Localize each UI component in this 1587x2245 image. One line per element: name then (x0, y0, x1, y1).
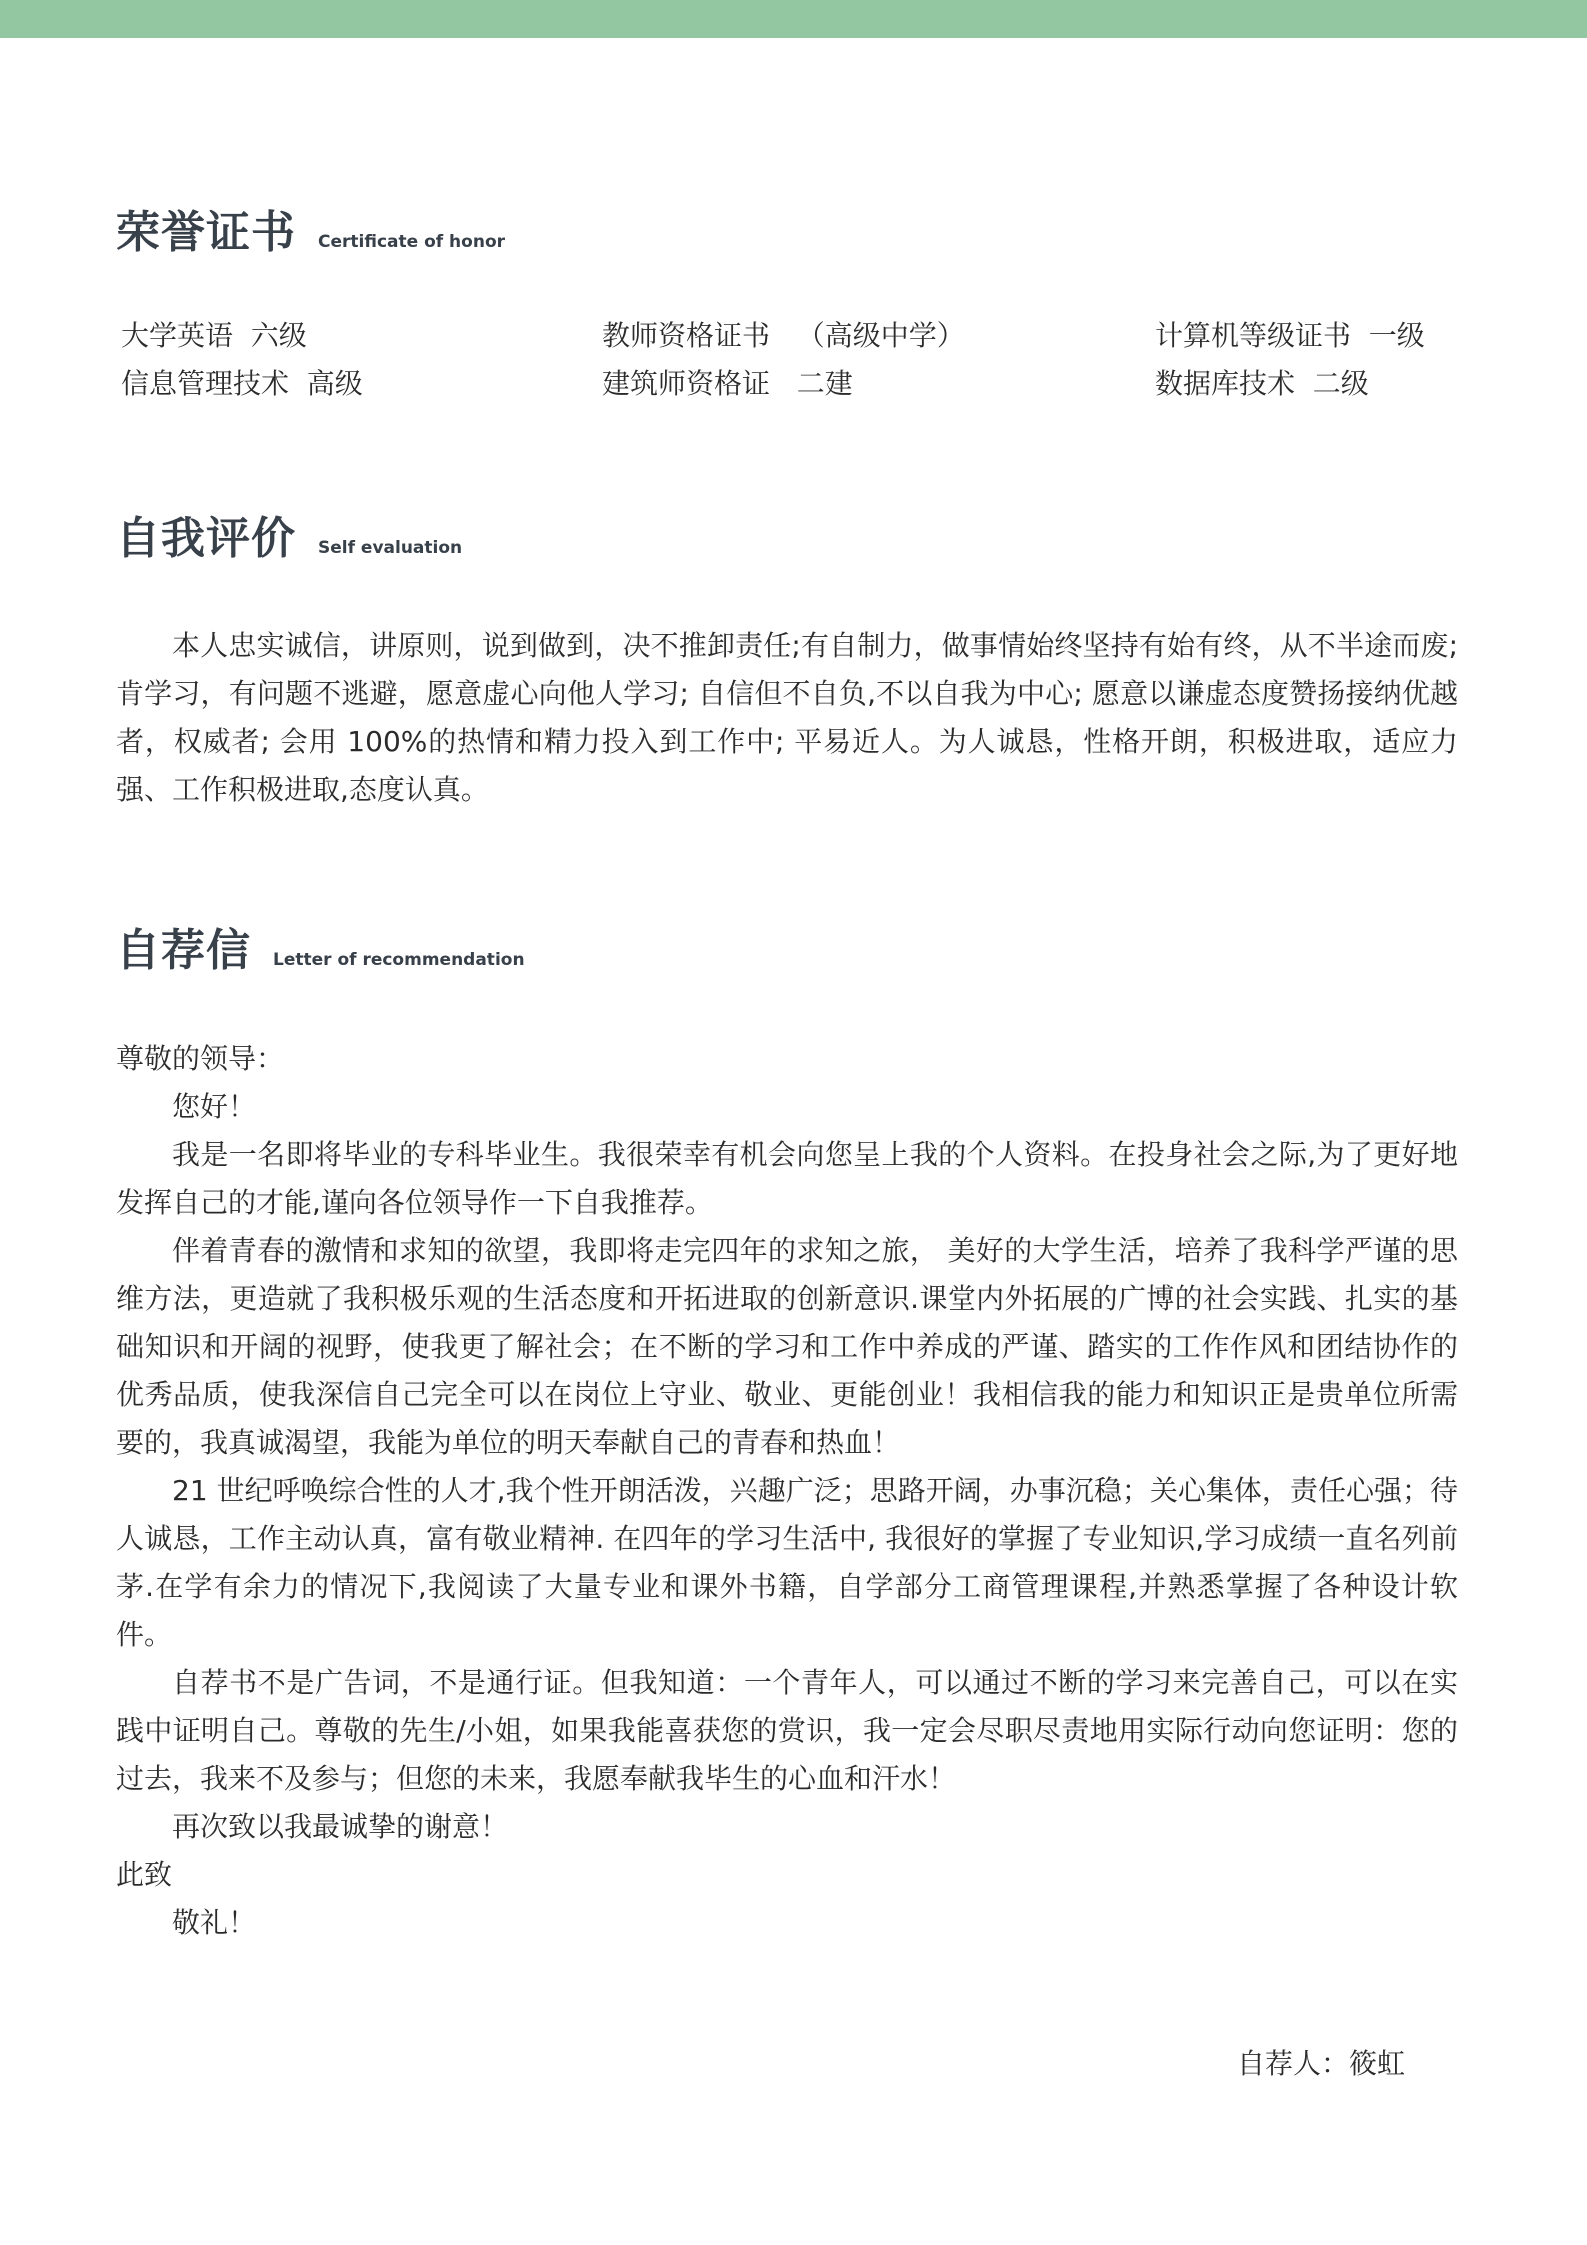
letter-signature: 自荐人：筱虹 (1237, 2047, 1406, 2080)
self-eval-body (116, 622, 1458, 814)
letter-paragraph: 再次致以我最诚挚的谢意！ (172, 1810, 509, 1843)
honor-row (121, 358, 1461, 406)
letter-greeting: 您好！ (172, 1090, 257, 1123)
honor-section-header (116, 196, 505, 260)
self-eval-section-header (116, 502, 462, 566)
honor-item: 计算机等级证书 一级 (1155, 319, 1425, 352)
letter-paragraph: 21 世纪呼唤综合性的人才,我个性开朗活泼，兴趣广泛；思路开阔，办事沉稳；关心集体，责任心强；待人诚恳，工作主动认真，富有敬业精神. 在四年的学习生活中, 我很好的掌握了专业知识,学习成绩一直名列前茅.在学有余力的情况下,我阅读了大量专业和课外书籍，自学部分工商管理课程,并熟悉掌握了各种设计软件。 (116, 1474, 1458, 1651)
honor-item: 信息管理技术 高级 (121, 367, 363, 400)
letter-subtitle: Letter of recommendation (273, 950, 525, 970)
self-eval-subtitle: Self evaluation (318, 538, 463, 558)
honor-item: 建筑师资格证 二建 (602, 367, 853, 400)
honor-subtitle: Certificate of honor (318, 232, 506, 252)
honor-item: 数据库技术 二级 (1155, 367, 1369, 400)
self-eval-text: 本人忠实诚信，讲原则，说到做到，决不推卸责任;有自制力，做事情始终坚持有始有终，从不半途而废;肯学习，有问题不逃避，愿意虚心向他人学习; 自信但不自负,不以自我为中心; 愿意以谦虚态度赞扬接纳优越者，权威者; 会用 100%的热情和精力投入到工作中; 平易近人。为人诚恳，性格开朗，积极进取，适应力强、工作积极进取,态度认真。 (116, 629, 1458, 806)
letter-title: 自荐信 (116, 925, 251, 976)
letter-salutation: 尊敬的领导： (116, 1042, 285, 1075)
honor-row (121, 310, 1461, 358)
letter-closing: 此致 (116, 1858, 173, 1891)
letter-paragraph: 我是一名即将毕业的专科毕业生。我很荣幸有机会向您呈上我的个人资料。在投身社会之际,为了更好地发挥自己的才能,谨向各位领导作一下自我推荐。 (116, 1138, 1458, 1219)
honor-list (121, 310, 1461, 406)
letter-regards: 敬礼！ (172, 1906, 257, 1939)
honor-item: 教师资格证书 （高级中学） (602, 319, 965, 352)
honor-title: 荣誉证书 (116, 207, 296, 258)
top-accent-bar (0, 0, 1587, 38)
self-eval-title: 自我评价 (116, 513, 296, 564)
letter-section-header (116, 914, 525, 978)
letter-body (116, 1035, 1458, 1947)
honor-item: 大学英语 六级 (121, 319, 307, 352)
letter-paragraph: 自荐书不是广告词，不是通行证。但我知道：一个青年人，可以通过不断的学习来完善自己，可以在实践中证明自己。尊敬的先生/小姐，如果我能喜获您的赏识，我一定会尽职尽责地用实际行动向您证明：您的过去，我来不及参与；但您的未来，我愿奉献我毕生的心血和汗水！ (116, 1666, 1458, 1795)
letter-paragraph: 伴着青春的激情和求知的欲望，我即将走完四年的求知之旅， 美好的大学生活，培养了我科学严谨的思维方法，更造就了我积极乐观的生活态度和开拓进取的创新意识.课堂内外拓展的广博的社会实践、扎实的基础知识和开阔的视野，使我更了解社会；在不断的学习和工作中养成的严谨、踏实的工作作风和团结协作的优秀品质，使我深信自己完全可以在岗位上守业、敬业、更能创业！我相信我的能力和知识正是贵单位所需要的，我真诚渴望，我能为单位的明天奉献自己的青春和热血！ (116, 1234, 1458, 1459)
